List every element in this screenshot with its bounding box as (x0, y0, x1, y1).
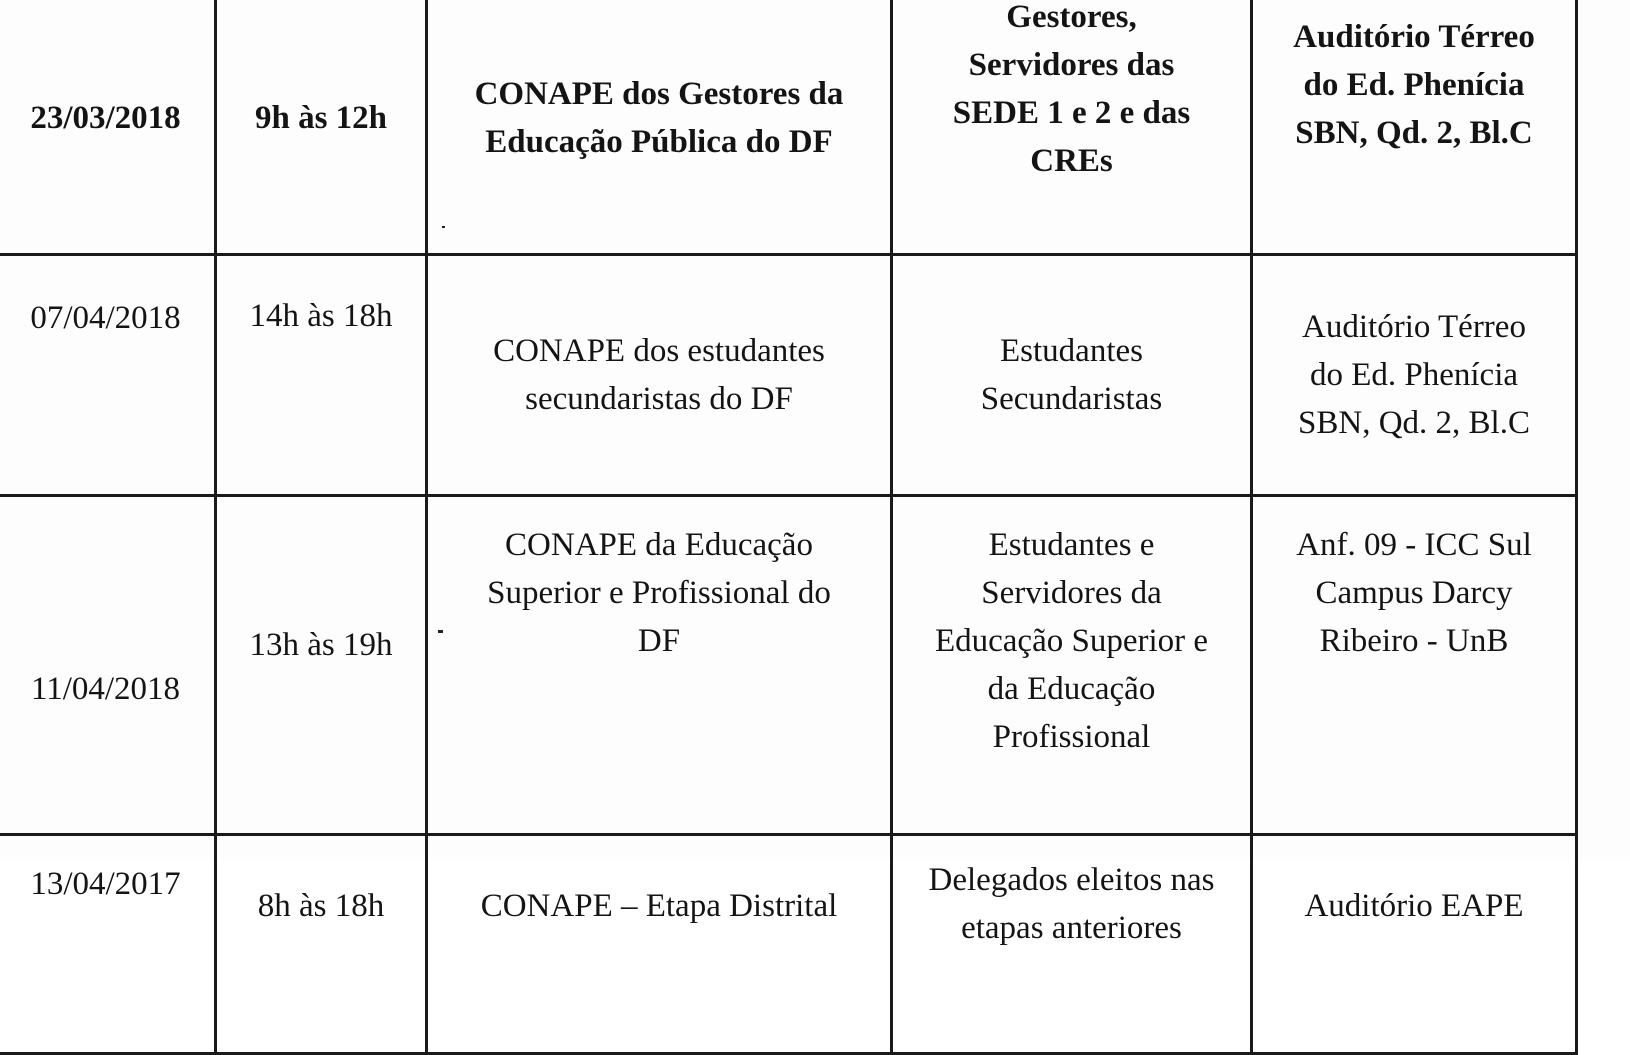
place-text: Anf. 09 - ICC Sul (1296, 527, 1532, 563)
event-cell (427, 0, 892, 255)
audience-text: Secundaristas (980, 381, 1163, 417)
place-cell (1252, 496, 1577, 835)
event-cell (427, 496, 892, 835)
event-text: CONAPE – Etapa Distrital (480, 888, 838, 924)
place-text: Campus Darcy (1315, 575, 1513, 611)
audience-text: da Educação (987, 671, 1156, 707)
audience-text: CREs (1030, 143, 1113, 179)
place-text: do Ed. Phenícia (1303, 67, 1525, 103)
audience-cell (892, 0, 1252, 255)
audience-text: Gestores, (1006, 0, 1137, 35)
event-text: Superior e Profissional do (487, 575, 831, 611)
audience-text: SEDE 1 e 2 e das (952, 95, 1191, 131)
audience-text: Delegados eleitos nas (928, 862, 1215, 898)
table-row (0, 0, 1577, 255)
place-text: Ribeiro - UnB (1319, 623, 1509, 659)
audience-text: Profissional (992, 719, 1151, 755)
time-text: 14h às 18h (249, 298, 393, 334)
time-cell (216, 835, 427, 1054)
date-text: 13/04/2017 (30, 866, 181, 902)
place-cell (1252, 255, 1577, 496)
scan-speck (442, 226, 445, 228)
place-text: SBN, Qd. 2, Bl.C (1298, 405, 1530, 441)
table-row (0, 835, 1577, 1054)
audience-text: Estudantes e (988, 527, 1155, 563)
place-text: Auditório Térreo (1302, 309, 1526, 345)
place-text: Auditório Térreo (1293, 19, 1535, 55)
place-cell (1252, 835, 1577, 1054)
time-text: 13h às 19h (249, 627, 393, 663)
audience-cell (892, 255, 1252, 496)
scan-speck (438, 630, 443, 633)
date-text: 23/03/2018 (30, 100, 181, 136)
audience-text: Servidores da (981, 575, 1162, 611)
place-text: SBN, Qd. 2, Bl.C (1295, 115, 1533, 151)
event-text: CONAPE dos estudantes (493, 333, 825, 369)
event-text: DF (637, 623, 681, 659)
table-row (0, 255, 1577, 496)
date-cell (0, 835, 216, 1054)
audience-text: Educação Superior e (934, 623, 1209, 659)
date-cell (0, 0, 216, 255)
time-text: 9h às 12h (254, 100, 388, 136)
place-cell (1252, 0, 1577, 255)
audience-text: Estudantes (1000, 333, 1143, 369)
date-text: 11/04/2018 (30, 671, 181, 707)
date-text: 07/04/2018 (30, 300, 181, 336)
audience-cell (892, 496, 1252, 835)
place-text: Auditório EAPE (1304, 888, 1524, 924)
audience-text: Servidores das (968, 47, 1175, 83)
table-row (0, 496, 1577, 835)
event-cell (427, 255, 892, 496)
event-text: CONAPE da Educação (505, 527, 813, 563)
audience-cell (892, 835, 1252, 1054)
time-cell (216, 496, 427, 835)
place-text: do Ed. Phenícia (1309, 357, 1519, 393)
time-cell (216, 0, 427, 255)
date-cell (0, 496, 216, 835)
event-text: secundaristas do DF (525, 381, 793, 417)
audience-text: etapas anteriores (961, 910, 1182, 946)
time-cell (216, 255, 427, 496)
event-cell (427, 835, 892, 1054)
event-text: CONAPE dos Gestores da (474, 76, 844, 112)
time-text: 8h às 18h (257, 888, 385, 924)
event-text: Educação Pública do DF (485, 124, 833, 160)
date-cell (0, 255, 216, 496)
